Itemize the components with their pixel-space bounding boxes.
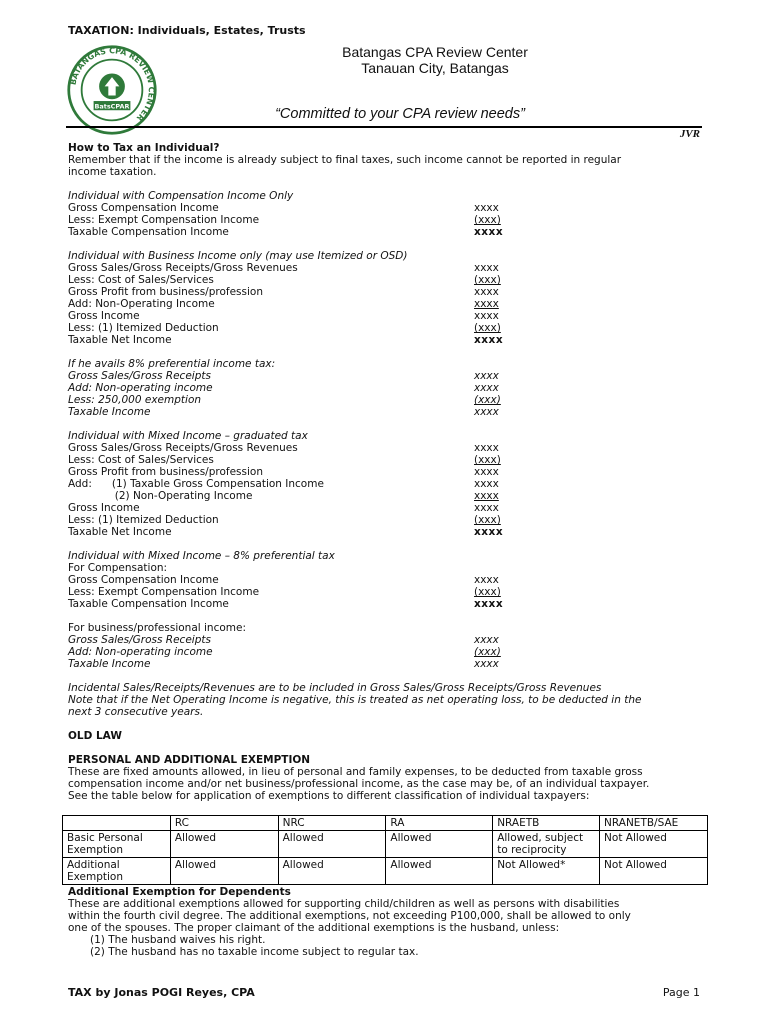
exemption-text-3: See the table below for application of exemptions to different classification of individual taxpayers: <box>68 790 590 802</box>
table-cell: Allowed <box>278 858 386 885</box>
section-title-8pct: If he avails 8% preferential income tax: <box>68 358 276 370</box>
table-row <box>63 831 708 858</box>
table-header-cell <box>63 816 171 831</box>
mixed8-biz-row-amount: (xxx) <box>474 646 501 658</box>
biz-row-amount: xxxx <box>474 334 504 346</box>
eight-row-amount: (xxx) <box>474 394 501 406</box>
biz-row-amount: xxxx <box>474 286 499 298</box>
mixed-row-amount: (xxx) <box>474 514 501 526</box>
note-line-1: Incidental Sales/Receipts/Revenues are to be included in Gross Sales/Gross Receipts/Gross Revenues <box>68 682 602 694</box>
review-center-logo <box>66 44 158 136</box>
mixed-row-amount: xxxx <box>474 478 499 490</box>
logo-ring-text: BATANGAS CPA REVIEW CENTER <box>68 46 156 123</box>
center-name: Batangas CPA Review Center <box>342 44 528 60</box>
mixed-row-label: Add: (1) Taxable Gross Compensation Income <box>68 478 324 490</box>
eight-row-amount: xxxx <box>474 382 499 394</box>
comp-row-label: Less: Exempt Compensation Income <box>68 214 260 226</box>
table-cell: Additional Exemption <box>63 858 171 885</box>
mixed8-row-label: Gross Compensation Income <box>68 574 219 586</box>
footer-author: TAX by Jonas POGI Reyes, CPA <box>68 986 255 999</box>
table-header-cell: RC <box>170 816 278 831</box>
eight-row-label: Add: Non-operating income <box>68 382 213 394</box>
mixed-row-label: Less: (1) Itemized Deduction <box>68 514 219 526</box>
mixed-row-amount: xxxx <box>474 502 499 514</box>
mixed8-row-amount: (xxx) <box>474 586 501 598</box>
mixed8-biz-row-label: Add: Non-operating income <box>68 646 213 658</box>
biz-row-label: Add: Non-Operating Income <box>68 298 215 310</box>
mixed-row-amount: (xxx) <box>474 454 501 466</box>
exemption-text-1: These are fixed amounts allowed, in lieu of personal and family expenses, to be deducted from taxable gross <box>68 766 643 778</box>
dependents-text-3: one of the spouses. The proper claimant of the additional exemptions is the husband, unless: <box>68 922 560 934</box>
table-cell: Allowed <box>170 831 278 858</box>
comp-row-amount: xxxx <box>474 202 499 214</box>
eight-row-amount: xxxx <box>474 370 499 382</box>
mixed-row-label: Gross Income <box>68 502 140 514</box>
page-number: Page 1 <box>662 986 700 999</box>
mixed8-subtitle-2: For business/professional income: <box>68 622 246 634</box>
eight-row-label: Gross Sales/Gross Receipts <box>68 370 211 382</box>
intro-heading: How to Tax an Individual? <box>68 142 220 154</box>
center-location: Tanauan City, Batangas <box>361 60 509 76</box>
biz-row-amount: (xxx) <box>474 274 501 286</box>
mixed-row-label: Taxable Net Income <box>68 526 172 538</box>
mixed8-row-amount: xxxx <box>474 574 499 586</box>
table-cell: Allowed, subject to reciprocity <box>493 831 600 858</box>
author-initials: JVR <box>679 128 700 140</box>
table-cell: Allowed <box>386 831 493 858</box>
intro-text-1: Remember that if the income is already subject to final taxes, such income cannot be reported in regular <box>68 154 622 166</box>
exemption-text-2: compensation income and/or net business/professional income, as the case may be, of an individual taxpayer. <box>68 778 650 790</box>
mixed-row-label: Less: Cost of Sales/Services <box>68 454 214 466</box>
biz-row-label: Less: Cost of Sales/Services <box>68 274 214 286</box>
comp-row-amount: (xxx) <box>474 214 501 226</box>
table-cell: Basic Personal Exemption <box>63 831 171 858</box>
dependents-item-1: (1) The husband waives his right. <box>90 934 266 946</box>
table-header-cell: RA <box>386 816 493 831</box>
exemption-heading: PERSONAL AND ADDITIONAL EXEMPTION <box>68 754 311 766</box>
intro-text-2: income taxation. <box>68 166 157 178</box>
mixed8-row-label: Less: Exempt Compensation Income <box>68 586 260 598</box>
comp-row-label: Taxable Compensation Income <box>68 226 229 238</box>
eight-row-label: Less: 250,000 exemption <box>68 394 202 406</box>
mixed-row-amount: xxxx <box>474 526 504 538</box>
mixed8-biz-row-label: Taxable Income <box>68 658 151 670</box>
table-cell: Allowed <box>278 831 386 858</box>
mixed8-row-label: Taxable Compensation Income <box>68 598 229 610</box>
old-law-heading: OLD LAW <box>68 730 122 742</box>
section-title-business: Individual with Business Income only (may use Itemized or OSD) <box>68 250 408 262</box>
running-title: TAXATION: Individuals, Estates, Trusts <box>68 24 306 37</box>
mixed8-row-amount: xxxx <box>474 598 504 610</box>
table-cell: Not Allowed* <box>493 858 600 885</box>
mixed-row-label: Gross Sales/Gross Receipts/Gross Revenues <box>68 442 298 454</box>
table-header-cell: NRANETB/SAE <box>600 816 708 831</box>
mixed-row-label: Gross Profit from business/profession <box>68 466 263 478</box>
dependents-item-2: (2) The husband has no taxable income subject to regular tax. <box>90 946 419 958</box>
comp-row-amount: xxxx <box>474 226 504 238</box>
biz-row-amount: (xxx) <box>474 322 501 334</box>
table-cell: Allowed <box>386 858 493 885</box>
exemption-table <box>62 815 708 885</box>
biz-row-label: Less: (1) Itemized Deduction <box>68 322 219 334</box>
biz-row-label: Gross Profit from business/profession <box>68 286 263 298</box>
mixed8-subtitle: For Compensation: <box>68 562 168 574</box>
biz-row-amount: xxxx <box>474 310 499 322</box>
mixed-row-amount: xxxx <box>474 442 499 454</box>
eight-row-label: Taxable Income <box>68 406 151 418</box>
table-cell: Allowed <box>170 858 278 885</box>
eight-row-amount: xxxx <box>474 406 499 418</box>
mixed8-biz-row-amount: xxxx <box>474 658 499 670</box>
dependents-text-2: within the fourth civil degree. The additional exemptions, not exceeding P100,000, shall be allowed to only <box>68 910 631 922</box>
note-line-2: Note that if the Net Operating Income is negative, this is treated as net operating loss, to be deducted in the <box>68 694 642 706</box>
tagline: “Committed to your CPA review needs” <box>275 106 525 122</box>
logo-banner-text: BatsCPAR <box>94 102 130 111</box>
table-cell: Not Allowed <box>600 831 708 858</box>
biz-row-label: Gross Income <box>68 310 140 322</box>
mixed8-biz-row-amount: xxxx <box>474 634 499 646</box>
mixed8-biz-row-label: Gross Sales/Gross Receipts <box>68 634 211 646</box>
comp-row-label: Gross Compensation Income <box>68 202 219 214</box>
mixed-row-label: (2) Non-Operating Income <box>68 490 253 502</box>
mixed-row-amount: xxxx <box>474 466 499 478</box>
biz-row-amount: xxxx <box>474 298 499 310</box>
mixed-row-amount: xxxx <box>474 490 499 502</box>
table-header-row <box>63 816 708 831</box>
header-rule <box>66 126 702 128</box>
table-cell: Not Allowed <box>600 858 708 885</box>
biz-row-amount: xxxx <box>474 262 499 274</box>
section-title-compensation: Individual with Compensation Income Only <box>68 190 294 202</box>
table-header-cell: NRAETB <box>493 816 600 831</box>
table-row <box>63 858 708 885</box>
biz-row-label: Taxable Net Income <box>68 334 172 346</box>
dependents-heading: Additional Exemption for Dependents <box>68 886 291 898</box>
section-title-mixed: Individual with Mixed Income – graduated tax <box>68 430 308 442</box>
note-line-3: next 3 consecutive years. <box>68 706 204 718</box>
table-header-cell: NRC <box>278 816 386 831</box>
biz-row-label: Gross Sales/Gross Receipts/Gross Revenues <box>68 262 298 274</box>
dependents-text-1: These are additional exemptions allowed for supporting child/children as well as persons with disabilities <box>68 898 620 910</box>
section-title-mixed-8pct: Individual with Mixed Income – 8% preferential tax <box>68 550 335 562</box>
